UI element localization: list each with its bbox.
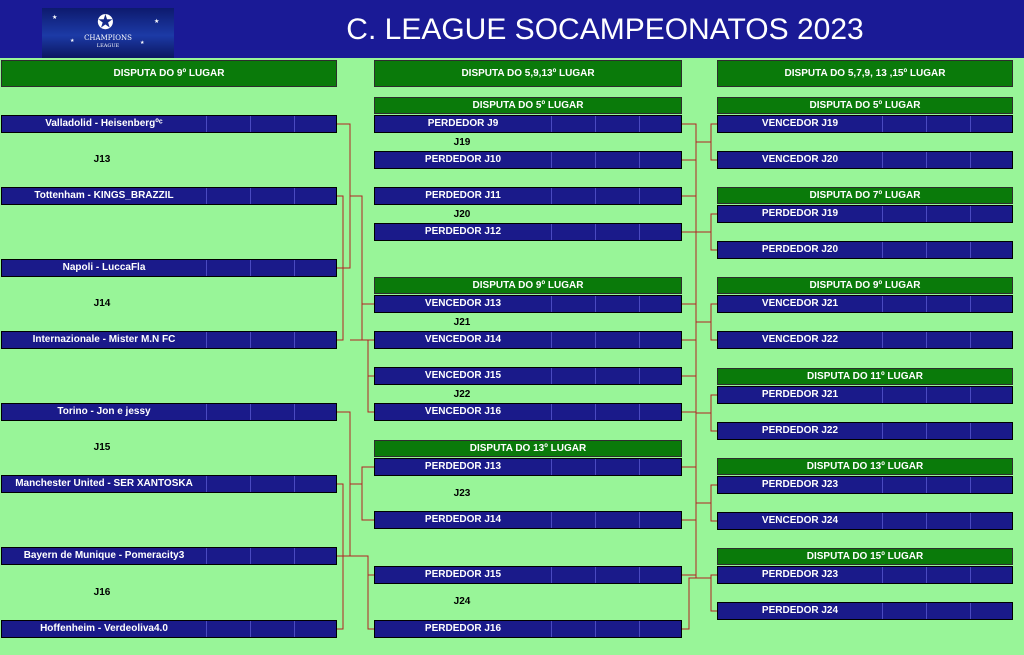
row-label: PERDEDOR J24 (761, 605, 839, 616)
connector-line (362, 250, 374, 340)
row-label: Bayern de Munique - Pomeracity3 (23, 550, 185, 561)
group-header: DISPUTA DO 15º LUGAR (717, 548, 1013, 565)
row-label: VENCEDOR J21 (761, 298, 839, 309)
game-label: J21 (453, 317, 471, 328)
row-label: PERDEDOR J23 (761, 479, 839, 490)
row-label: Tottenham - KINGS_BRAZZIL (34, 190, 174, 201)
connector-line (350, 467, 374, 484)
section-header-col3: DISPUTA DO 5,7,9, 13 ,15º LUGAR (717, 60, 1013, 87)
game-label: J15 (93, 442, 111, 453)
game-label: J16 (93, 587, 111, 598)
logo-subtext: LEAGUE (96, 43, 120, 49)
group-header: DISPUTA DO 11º LUGAR (717, 368, 1013, 385)
connector-line (350, 340, 374, 376)
row-label: VENCEDOR J13 (424, 298, 502, 309)
row-label: VENCEDOR J16 (424, 406, 502, 417)
row-label: VENCEDOR J14 (424, 334, 502, 345)
row-label: PERDEDOR J15 (424, 569, 502, 580)
row-label: VENCEDOR J19 (761, 118, 839, 129)
group-header: DISPUTA DO 5º LUGAR (374, 97, 682, 114)
game-label: J14 (93, 298, 111, 309)
page-title: C. LEAGUE SOCAMPEONATOS 2023 (346, 13, 864, 46)
row-label: PERDEDOR J16 (424, 623, 502, 634)
group-header: DISPUTA DO 13º LUGAR (717, 458, 1013, 475)
row-label: PERDEDOR J10 (424, 154, 502, 165)
connector-line (368, 376, 374, 412)
game-label: J19 (453, 137, 471, 148)
connector-line (362, 484, 374, 520)
connector-line (682, 578, 696, 629)
logo-text: CHAMPIONS (84, 34, 132, 42)
row-label: PERDEDOR J22 (761, 425, 839, 436)
group-header: DISPUTA DO 9º LUGAR (374, 277, 682, 294)
section-header-col1: DISPUTA DO 9º LUGAR (1, 60, 337, 87)
connector-line (343, 556, 374, 575)
connector-line (711, 485, 717, 521)
connector-line (711, 124, 717, 160)
row-label: PERDEDOR J11 (425, 190, 501, 201)
connector-line (711, 575, 717, 611)
star-icon: ★ (70, 38, 75, 44)
row-label: Manchester United - SER XANTOSKA (15, 478, 193, 489)
row-label: PERDEDOR J14 (424, 514, 502, 525)
connector-line (711, 304, 717, 340)
row-label: Hoffenheim - Verdeoliva4.0 (40, 623, 168, 634)
connector-line (711, 395, 717, 431)
row-label: Internazionale - Mister M.N FC (32, 334, 176, 345)
row-label: PERDEDOR J9 (427, 118, 499, 129)
game-label: J13 (93, 154, 111, 165)
star-icon: ★ (154, 18, 160, 25)
connector-line (682, 124, 696, 578)
row-label: VENCEDOR J22 (761, 334, 839, 345)
starball-icon: ✪ (97, 10, 114, 34)
game-label: J22 (453, 389, 471, 400)
group-header: DISPUTA DO 7º LUGAR (717, 187, 1013, 204)
group-header: DISPUTA DO 5º LUGAR (717, 97, 1013, 114)
group-header: DISPUTA DO 9º LUGAR (717, 277, 1013, 294)
row-label: PERDEDOR J21 (761, 389, 839, 400)
game-label: J23 (453, 488, 471, 499)
star-icon: ★ (52, 14, 58, 21)
row-label: VENCEDOR J15 (424, 370, 502, 381)
row-label: Torino - Jon e jessy (57, 406, 151, 417)
connector-line (368, 575, 374, 629)
row-label: PERDEDOR J23 (761, 569, 839, 580)
row-label: PERDEDOR J20 (761, 244, 839, 255)
row-label: Napoli - LuccaFla (62, 262, 146, 273)
row-label: Valladolid - Heisenbergºᶜ (45, 118, 163, 129)
row-label: PERDEDOR J12 (424, 226, 502, 237)
group-header: DISPUTA DO 13º LUGAR (374, 440, 682, 457)
star-icon: ★ (140, 40, 145, 46)
row-label: VENCEDOR J24 (761, 515, 839, 526)
connector-line (711, 214, 717, 250)
game-label: J20 (453, 209, 471, 220)
section-header-col2: DISPUTA DO 5,9,13º LUGAR (374, 60, 682, 87)
row-label: PERDEDOR J19 (761, 208, 839, 219)
row-label: PERDEDOR J13 (424, 461, 502, 472)
game-label: J24 (453, 596, 471, 607)
row-label: VENCEDOR J20 (761, 154, 839, 165)
